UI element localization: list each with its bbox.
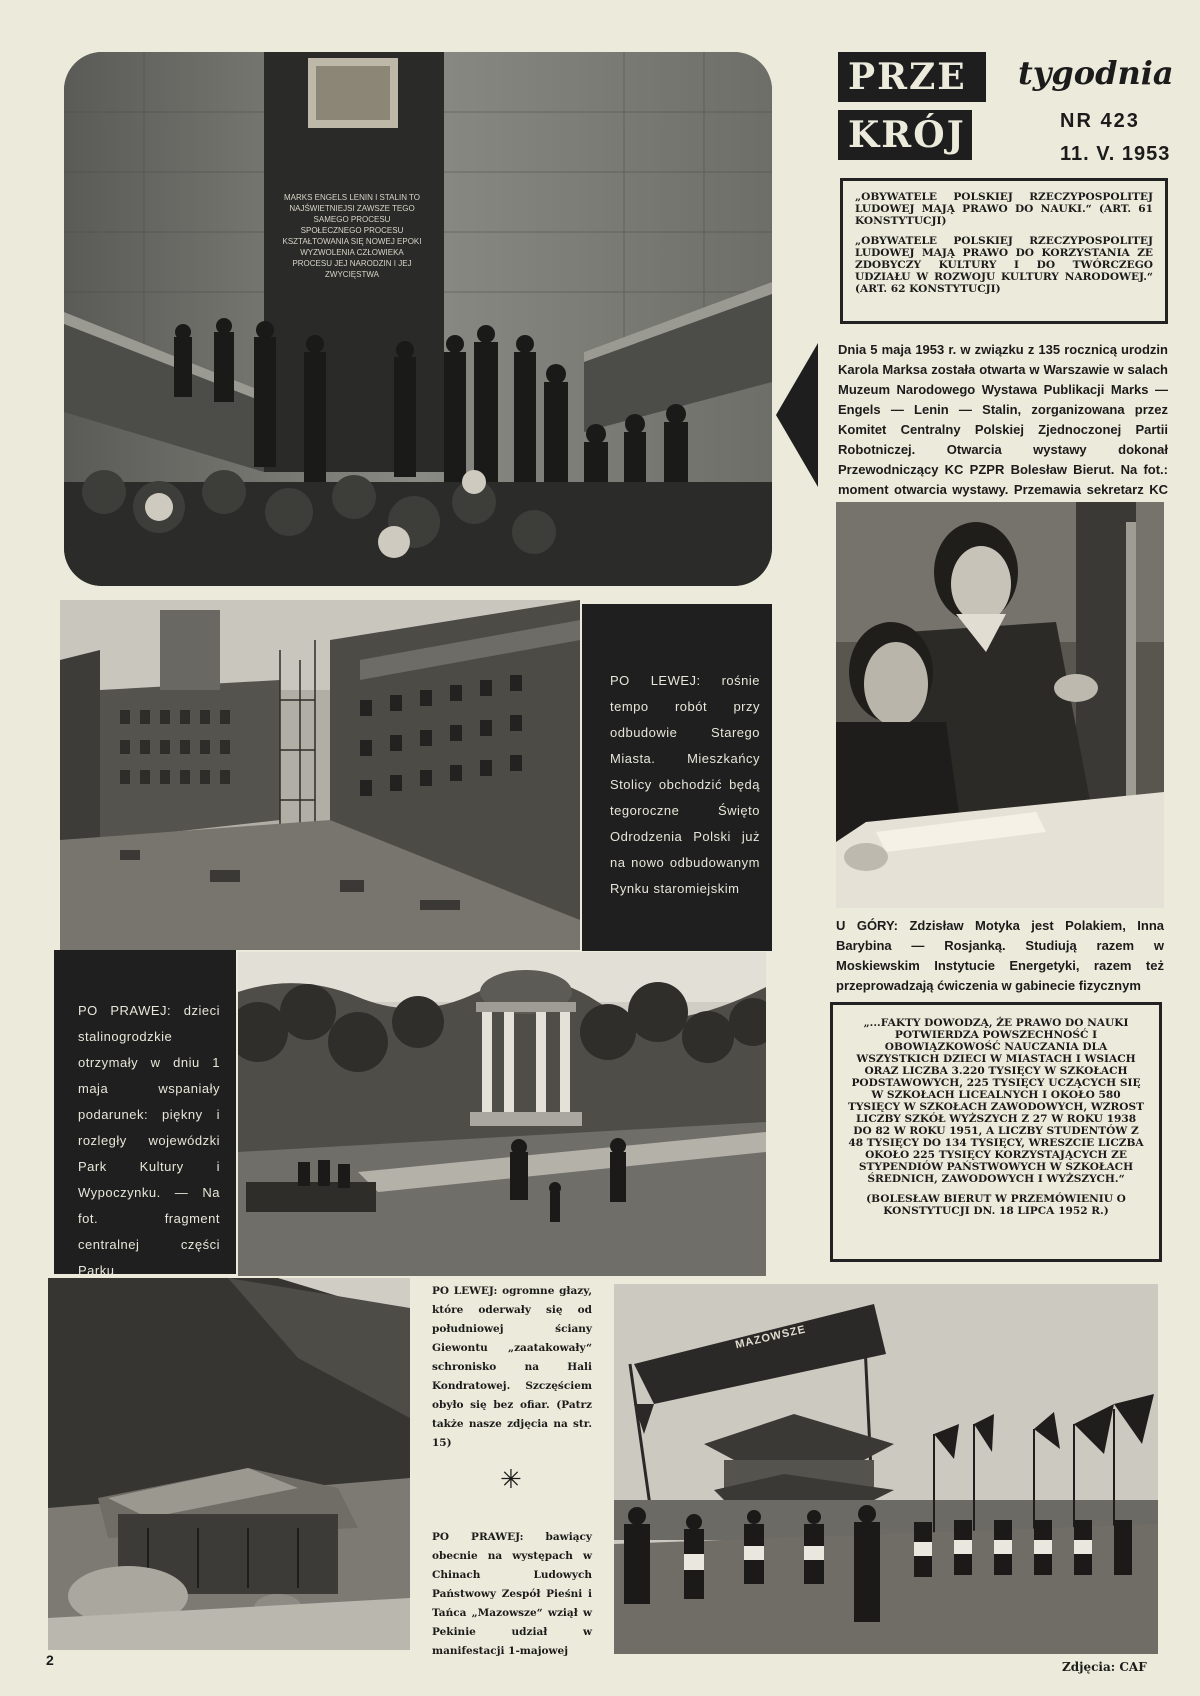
exhibition-opening-photo [64, 52, 772, 586]
park-caption: PO PRAWEJ: dzieci stalinogrodzkie otrzymały w dniu 1 maja wspaniały podarunek: piękny i rozległy wojewódzki Park Kultury i Wypoczynku. — Na fot. fragment centralnej części Parku [54, 950, 236, 1274]
issue-date: 11. V. 1953 [1060, 143, 1171, 165]
old-town-photo [60, 600, 580, 950]
students-photo [836, 502, 1164, 908]
logo-line2: KRÓJ [838, 110, 972, 160]
photo-credit: Zdjęcia: CAF [1062, 1660, 1147, 1674]
bierut-quote-source: (BOLESŁAW BIERUT W PRZEMÓWIENIU O KONSTYTUCJI DN. 18 LIPCA 1952 R.) [866, 1193, 1126, 1217]
mountain-hut-photo [48, 1278, 410, 1650]
mazowsze-parade-photo [614, 1284, 1158, 1654]
mazowsze-banner: MAZOWSZE [734, 1323, 808, 1352]
issue-number: NR 423 [1060, 110, 1140, 132]
asterisk-divider-icon: ✳ [500, 1465, 522, 1495]
bierut-quote-text: „...FAKTY DOWODZĄ, ŻE PRAWO DO NAUKI POTWIERDZA POWSZECHNOŚĆ I OBOWIĄZKOWOŚĆ NAUCZANIA DLA WSZYSTKICH DZIECI W MIASTACH I WSIACH ORAZ LICZBA 3.220 TYSIĘCY W SZKOŁACH PODSTAWOWYCH, 225 TYSIĘCY UCZĄCYCH SIĘ W SZKOŁACH LICEALNYCH I OKOŁO 580 TYSIĘCY W SZKOŁACH ZAWODOWYCH, WZROST LICZBY SZKÓŁ WYŻSZYCH Z 27 W ROKU 1938 DO 82 W ROKU 1951, A LICZBY STUDENTÓW Z 48 TYSIĘCY DO 134 TYSIĘCY, WRESZCIE LICZBA OKOŁO 225 TYSIĘCY KORZYSTAJĄCYCH ZE STYPENDIÓW PAŃSTWOWYCH W SZKOŁACH ŚREDNICH, ZAWODOWYCH I WYŻSZYCH.“ [847, 1017, 1145, 1185]
article-61-quote: „OBYWATELE POLSKIEJ RZECZYPOSPOLITEJ LUDOWEJ MAJĄ PRAWO DO NAUKI.“ (ART. 61 KONSTYTUCJI) [855, 191, 1153, 227]
przekroj-logo [838, 52, 986, 162]
weekly-label: tygodnia [1018, 54, 1174, 92]
students-caption: U GÓRY: Zdzisław Motyka jest Polakiem, Inna Barybina — Rosjanką. Studiują razem w Moskiewskim Instytucie Energetyki, razem też przeprowadzają ćwiczenia w gabinecie fizycznym [836, 918, 1164, 993]
constitution-quote-box [840, 178, 1168, 324]
exhibition-caption: Dnia 5 maja 1953 r. w związku z 135 rocznicą urodzin Karola Marksa została otwarta w Warszawie w salach Muzeum Narodowego Wystawa Publikacji Marks — Engels — Lenin — Stalin, zorganizowana przez Komitet Centralny Polskiej Zjednoczonej Partii Robotniczej. Otwarcia wystawy dokonał Przewodniczący KC PZPR Bolesław Bierut. Na fot.: moment otwarcia wystawy. Przemawia sekretarz KC [838, 342, 1168, 497]
old-town-caption: PO LEWEJ: rośnie tempo robót przy odbudowie Starego Miasta. Mieszkańcy Stolicy obchodzić będą tegoroczne Święto Odrodzenia Polski już na nowo odbudowanym Rynku staromiejskim [582, 604, 772, 951]
page-number: 2 [46, 1652, 54, 1668]
plaque-text: MARKS ENGELS LENIN I STALIN TO NAJŚWIETNIEJSI ZAWSZE TEGO SAMEGO PROCESU SPOŁECZNEGO PROCESU KSZTAŁTOWANIA SIĘ NOWEJ EPOKI WYZWOLENIA CZŁOWIEKA PROCESU JEJ NARODZIN I JEJ ZWYCIĘSTWA [282, 193, 422, 279]
article-62-quote: „OBYWATELE POLSKIEJ RZECZYPOSPOLITEJ LUDOWEJ MAJĄ PRAWO DO KORZYSTANIA ZE ZDOBYCZY KULTURY I DO TWÓRCZEGO UDZIAŁU W ROZWOJU KULTURY NARODOWEJ.“ (ART. 62 KONSTYTUCJI) [855, 235, 1153, 295]
park-photo [238, 952, 766, 1276]
left-arrow-icon [776, 343, 818, 487]
bierut-quote-box [830, 1002, 1162, 1262]
mountain-caption: PO LEWEJ: ogromne głazy, które oderwały się od południowej ściany Giewontu „zaatakowały“ schronisko na Hali Kondratowej. Szczęściem obyło się bez ofiar. (Patrz także nasze zdjęcia na str. 15) [432, 1285, 592, 1449]
mazowsze-caption: PO PRAWEJ: bawiący obecnie na występach w Chinach Ludowych Państwowy Zespół Pieśni i Tańca „Mazowsze“ wziął w Pekinie udział w manifestacji 1-majowej [432, 1531, 592, 1657]
logo-line1: PRZE [838, 52, 986, 102]
